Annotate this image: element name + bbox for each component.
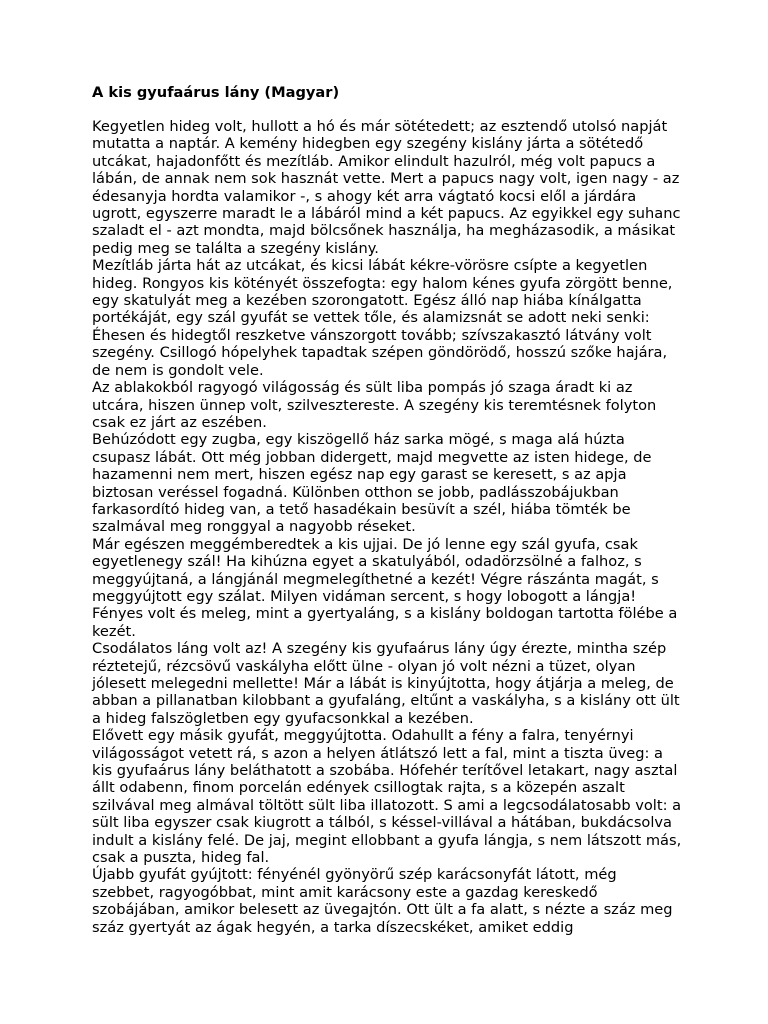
paragraph-1: Kegyetlen hideg volt, hullott a hó és már sötétedett; az esztendő utolsó napját mutatta a naptár. A kemény hidegben egy szegény kislány járta a sötétedő utcákat, hajadonfőtt és mezítláb. Amikor elindult hazulról, még volt papucs a lábán, de annak nem sok hasznát vette. Mert a papucs nagy volt, igen nagy - az édesanyja hordta valamikor -, s ahogy két arra vágtató kocsi elől a járdára ugrott, egyszerre maradt le a lábáról mind a két papucs. Az egyikkel egy suhanc szaladt el - azt mondta, majd bölcsőnek használja, ha megházasodik, a másikat pedig meg se találta a szegény kislány.: [92, 118, 681, 257]
paragraph-3: Az ablakokból ragyogó világosság és sült liba pompás jó szaga áradt ki az utcára, hiszen ünnep volt, szilvesztereste. A szegény kis teremtésnek folyton csak ez járt az eszében.: [92, 379, 657, 431]
document-body: [92, 84, 682, 936]
paragraph-7: Elővett egy másik gyufát, meggyújtotta. Odahullt a fény a falra, tenyérnyi világosságot vetett rá, s azon a helyen átlátszó lett a fal, mint a tiszta üveg: a kis gyufaárus lány beláthatott a szobába. Hófehér terítővel letakart, nagy asztal állt odabenn, finom porcelán edények csillogtak rajta, s a közepén aszalt szilvával meg almával töltött sült liba illatozott. S ami a legcsodálatosabb volt: a sült liba egyszer csak kiugrott a tálból, s késsel-villával a hátában, bukdácsolva indult a kislány felé. De jaj, megint ellobbant a gyufa lángja, s nem látszott más, csak a puszta, hideg fal.: [92, 727, 682, 867]
document-title: A kis gyufaárus lány (Magyar): [92, 84, 340, 101]
paragraph-8: Újabb gyufát gyújtott: fényénél gyönyörű szép karácsonyfát látott, még szebbet, ragyogóbbat, mint amit karácsony este a gazdag kereskedő szobájában, amikor belesett az üvegajtón. Ott ült a fa alatt, s nézte a száz meg száz gyertyát az ágak hegyén, a tarka díszecskéket, amiket eddig: [92, 866, 673, 936]
paragraph-2: Mezítláb járta hát az utcákat, és kicsi lábát kékre-vörösre csípte a kegyetlen hideg. Rongyos kis kötényét összefogta: egy halom kénes gyufa zörgött benne, egy skatulyát meg a kezében szorongatott. Egész álló nap hiába kínálgatta portékáját, egy szál gyufát se vettek tőle, és alamizsnát se adott neki senki: Éhesen és hidegtől reszketve vánszorgott tovább; szívszakasztó látvány volt szegény. Csillogó hópelyhek tapadtak szépen göndörödő, hosszú szőke hajára, de nem is gondolt vele.: [92, 257, 673, 379]
paragraph-6: Csodálatos láng volt az! A szegény kis gyufaárus lány úgy érezte, mintha szép réztetejű, rézcsövű vaskályha előtt ülne - olyan jó volt nézni a tüzet, olyan jólesett melegedni mellette! Már a lábát is kinyújtotta, hogy átjárja a meleg, de abban a pillanatban kilobbant a gyufaláng, eltűnt a vaskályha, s a kislány ott ült a hideg falszögletben egy gyufacsonkkal a kezében.: [92, 640, 680, 727]
paragraph-4: Behúzódott egy zugba, egy kiszögellő ház sarka mögé, s maga alá húzta csupasz lábát. Ott még jobban didergett, majd megvette az isten hidege, de hazamenni nem mert, hiszen egész nap egy garast se keresett, s az apja biztosan veréssel fogadná. Különben otthon se jobb, padlásszobájukban farkasordító hideg van, a tető hasadékain besüvít a szél, hiába tömték be szalmával meg ronggyal a nagyobb réseket.: [92, 431, 652, 536]
paragraph-5: Már egészen meggémberedtek a kis ujjai. De jó lenne egy szál gyufa, csak egyetlenegy szál! Ha kihúzna egyet a skatulyából, odadörzsölné a falhoz, s meggyújtaná, a lángjánál megmelegíthetné a kezét! Végre rászánta magát, s meggyújtott egy szálat. Milyen vidáman sercent, s hogy lobogott a lángja! Fényes volt és meleg, mint a gyertyaláng, s a kislány boldogan tartotta fölébe a kezét.: [92, 535, 678, 640]
